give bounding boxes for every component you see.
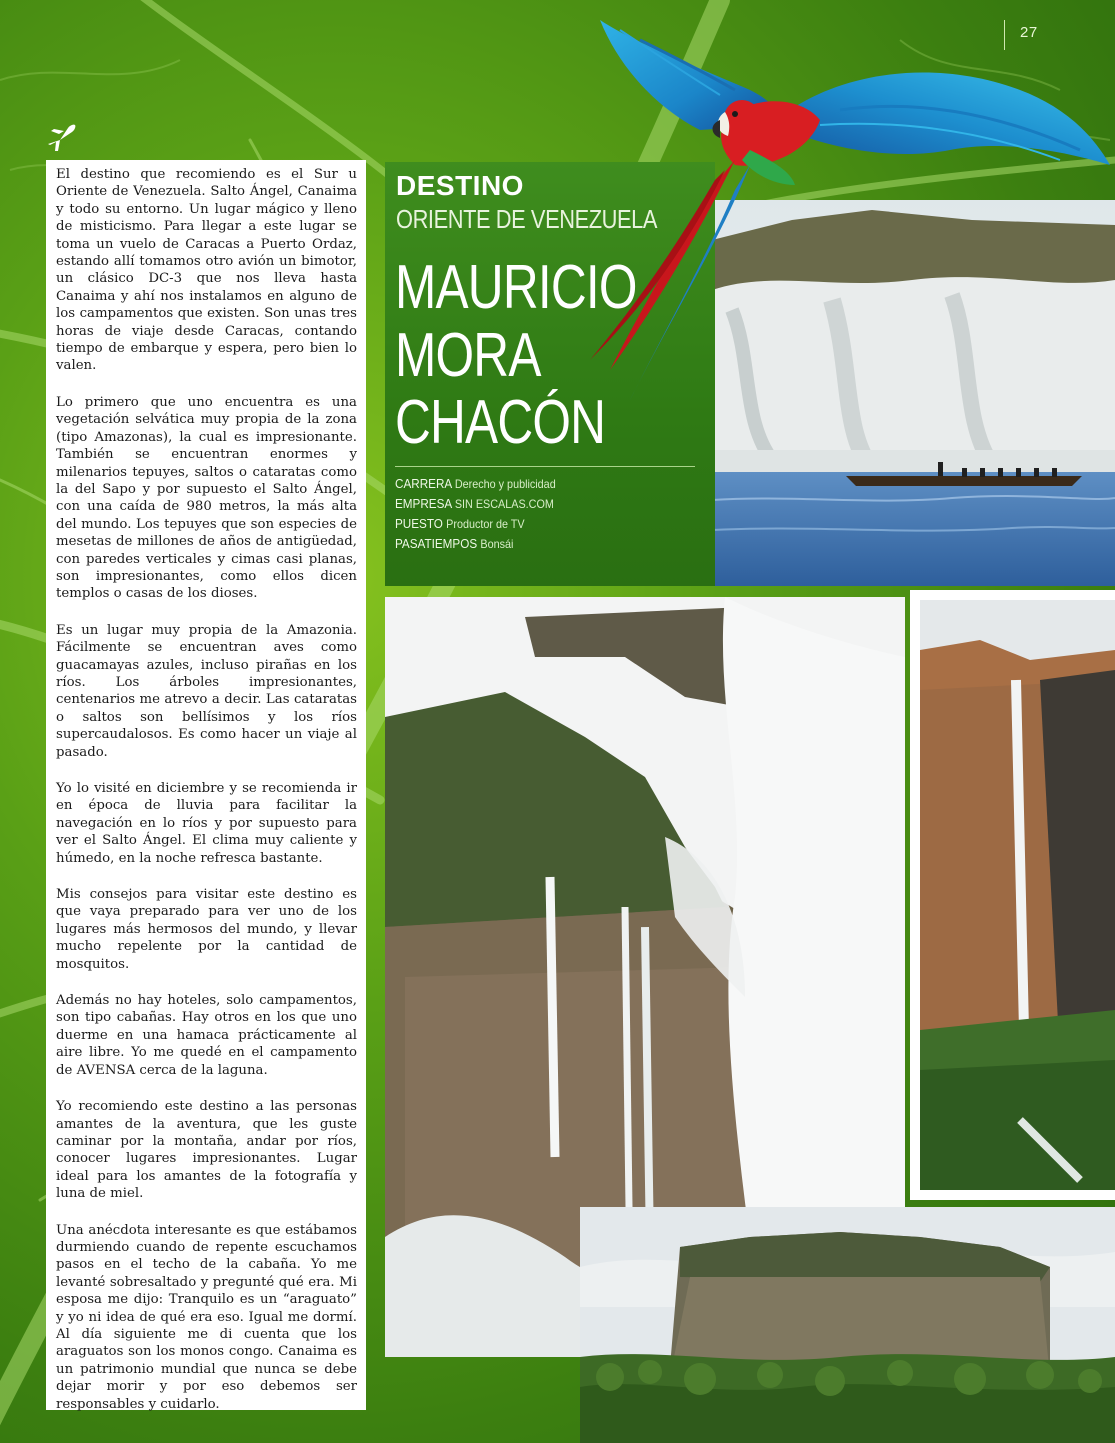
info-row-career: [395, 476, 556, 491]
article-paragraph: Mis consejos para visitar este destino es que vaya preparado para ver uno de los lugares más hermosos del mundo, y llevar mucho repelente por la cantidad de mosquitos.: [56, 887, 357, 972]
article-paragraph: El destino que recomiendo es el Sur u Oriente de Venezuela. Salto Ángel, Canaima y todo su entorno. Un lugar mágico y lleno de misticismo. Para llegar a este lugar se toma un vuelo de Caracas a Puerto Ordaz, estando allí tomamos otro avión un bimotor, un clásico DC-3 que nos lleva hasta Canaima y ahí nos instalamos en alguno de los campamentos que existen. Son unas tres horas de viaje desde Caracas, contando tiempo de embarque y espera, pero bien lo valen.: [56, 167, 357, 374]
info-row-hobbies: [395, 536, 513, 551]
person-name-line: MORA: [395, 321, 541, 390]
photo-tepui-jungle: [580, 1207, 1115, 1443]
info-value: Bonsái: [480, 537, 514, 551]
article-paragraph: Es un lugar muy propia de la Amazonia. Fácilmente se encuentran aves como guacamayas azules, incluso pirañas en los ríos. Los árboles impresionantes, centenarios me atrevo a decir. Las cataratas o saltos son bellísimos y los ríos supercaudalosos. Es como hacer un viaje al pasado.: [56, 622, 357, 760]
page-number: 27: [1020, 24, 1038, 41]
section-kicker: DESTINO: [396, 170, 524, 201]
title-divider: [395, 466, 695, 467]
article-text-column: [46, 160, 366, 1410]
destination-title: ORIENTE DE VENEZUELA: [396, 204, 658, 234]
article-paragraph: Además no hay hoteles, solo campamentos, son tipo cabañas. Hay otros en los que uno duerme en una hamaca prácticamente al aire libre. Yo me quedé en el campamento de AVENSA cerca de la laguna.: [56, 993, 357, 1078]
person-name-line: MAURICIO: [395, 253, 637, 322]
article-paragraph: Yo lo visité en diciembre y se recomienda ir en época de lluvia para facilitar la navegación en lo ríos y por supuesto para ver el Salto Ángel. El clima muy caliente y húmedo, en la noche refresca bastante.: [56, 781, 357, 866]
info-value: Productor de TV: [446, 517, 525, 531]
info-label: PASATIEMPOS: [395, 536, 478, 551]
info-row-position: [395, 516, 525, 531]
airplane-icon: [46, 120, 80, 154]
person-name-line: CHACÓN: [395, 388, 606, 457]
info-label: EMPRESA: [395, 496, 452, 511]
info-row-company: [395, 496, 554, 511]
info-value: SIN ESCALAS.COM: [454, 497, 554, 511]
article-paragraph: Yo recomiendo este destino a las personas amantes de la aventura, que les guste caminar por la montaña, andar por ríos, conocer lugares impresionantes. Lugar ideal para los amantes de la fotografía y luna de miel.: [56, 1099, 357, 1202]
info-value: Derecho y publicidad: [454, 477, 556, 491]
info-label: CARRERA: [395, 476, 452, 491]
article-paragraph: Lo primero que uno encuentra es una vegetación selvática muy propia de la zona (tipo Amazonas), la cual es impresionante. También se encuentran enormes y milenarios tepuyes, saltos o cataratas como la del Sapo y por supuesto el Salto Ángel, con una caída de 980 metros, la más alta del mundo. Los tepuyes que son especies de mesetas de millones de años de antigüedad, con paredes verticales y cimas casi planas, son impresionantes, como ellos dicen templos o casas de los dioses.: [56, 394, 357, 602]
photo-angel-falls: [920, 600, 1115, 1190]
article-paragraph: Una anécdota interesante es que estábamos durmiendo cuando de repente escuchamos pasos en el techo de la cabaña. Yo me levanté sobresaltado y pregunté qué era. Mi esposa me dijo: Tranquilo es un “araguato” y yo ni idea de qué era eso. Igual me dormí. Al día siguiente me di cuenta que los araguatos son los monos congo. Canaima es un patrimonio mundial que nunca se debe dejar morir y por eso debemos ser responsables y cuidarlo.: [56, 1222, 357, 1412]
macaw-illustration: [520, 0, 1115, 420]
info-label: PUESTO: [395, 516, 443, 531]
